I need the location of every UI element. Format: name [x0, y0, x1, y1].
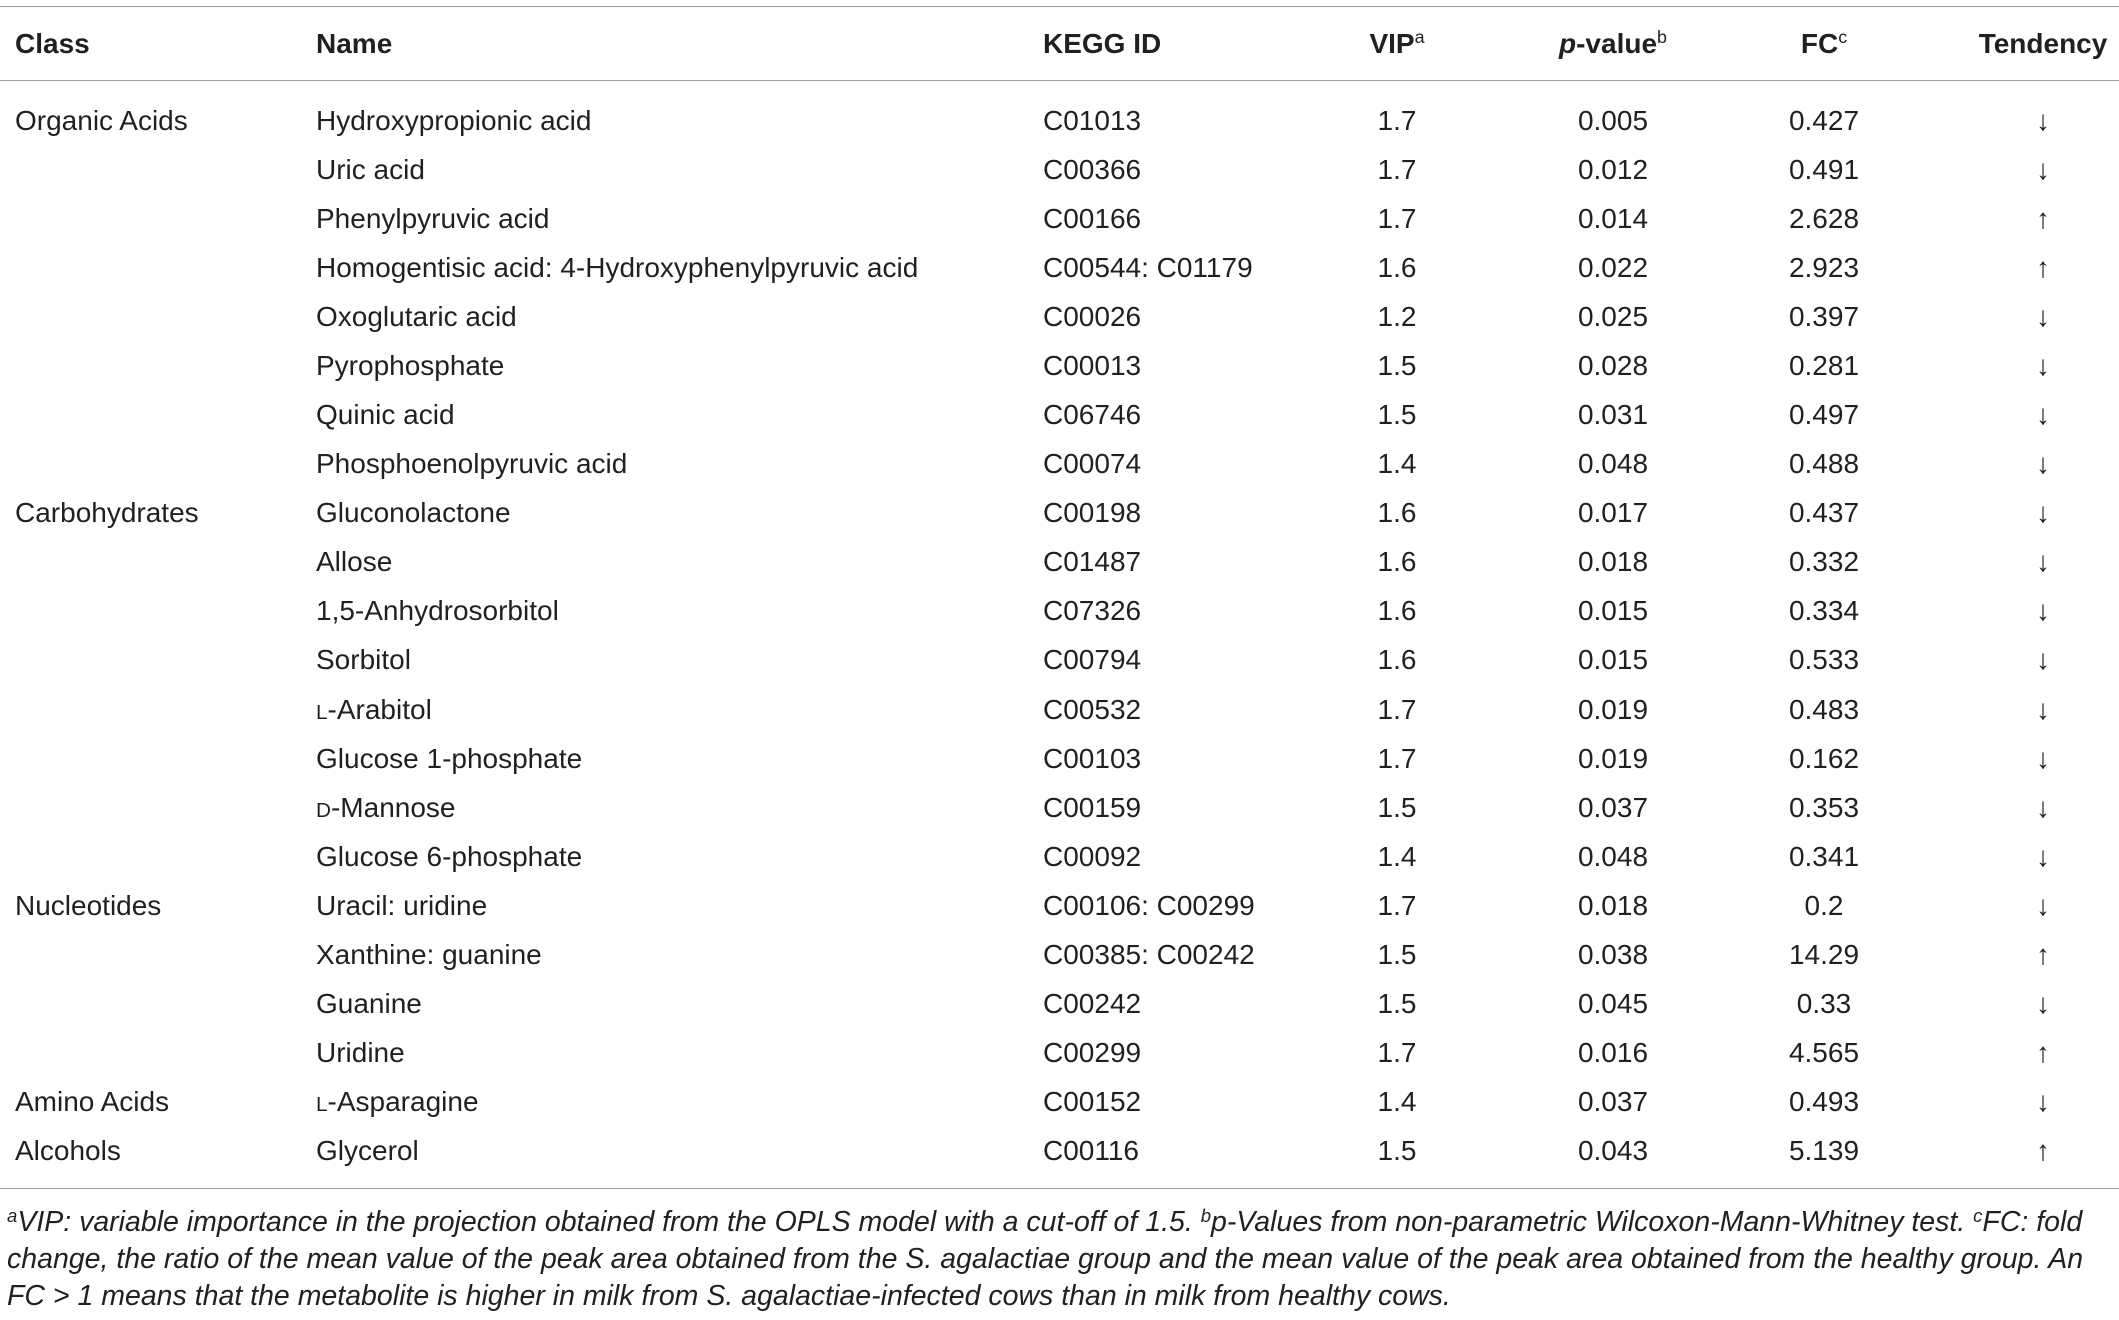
p-value-cell: 0.016	[1577, 1037, 1649, 1069]
table-bottom-rule	[0, 1188, 2119, 1189]
vip-cell: 1.6	[1377, 644, 1417, 676]
p-value-cell: 0.017	[1577, 497, 1649, 529]
p-value-cell: 0.014	[1577, 202, 1649, 234]
name-cell: 1,5-Anhydrosorbitol	[316, 595, 559, 627]
tendency-cell: ↑	[2036, 939, 2050, 971]
table-row	[0, 685, 2119, 734]
table-row	[0, 341, 2119, 390]
vip-cell: 1.7	[1377, 889, 1417, 921]
vip-cell: 1.5	[1377, 988, 1417, 1020]
p-value-cell: 0.031	[1577, 399, 1649, 431]
kegg-id-cell: C00116	[1043, 1135, 1140, 1167]
table-row	[0, 1028, 2119, 1077]
p-value-cell: 0.048	[1577, 840, 1649, 872]
tendency-cell: ↑	[2036, 202, 2050, 234]
vip-cell: 1.5	[1377, 349, 1417, 381]
fc-cell: 5.139	[1788, 1135, 1860, 1167]
name-cell: Guanine	[316, 988, 422, 1020]
fc-cell: 2.923	[1788, 251, 1860, 283]
tendency-cell: ↓	[2036, 988, 2050, 1020]
name-cell: Glucose 6-phosphate	[316, 840, 583, 872]
p-value-cell: 0.005	[1577, 104, 1649, 136]
name-cell: Homogentisic acid: 4-Hydroxyphenylpyruvic acid	[316, 251, 919, 283]
class-cell: Nucleotides	[15, 889, 162, 921]
kegg-id-cell: C01013	[1043, 104, 1142, 136]
name-cell: Oxoglutaric acid	[316, 300, 517, 332]
table-row	[0, 832, 2119, 881]
table-row	[0, 390, 2119, 439]
p-value-cell: 0.043	[1577, 1135, 1649, 1167]
header-kegg-id: KEGG ID	[1043, 28, 1162, 59]
vip-cell: 1.5	[1377, 939, 1417, 971]
table-row	[0, 145, 2119, 194]
header-footnote-ref-a: a	[1414, 27, 1425, 48]
vip-cell: 1.7	[1377, 693, 1417, 725]
p-value-cell: 0.045	[1577, 988, 1649, 1020]
kegg-id-cell: C00159	[1043, 791, 1142, 823]
header-footnote-ref-c: c	[1838, 27, 1848, 48]
kegg-id-cell: C00544: C01179	[1043, 251, 1253, 283]
fc-cell: 0.334	[1788, 595, 1860, 627]
tendency-cell: ↓	[2036, 399, 2050, 431]
fc-cell: 0.437	[1788, 497, 1860, 529]
vip-cell: 1.4	[1377, 448, 1417, 480]
vip-cell: 1.6	[1377, 497, 1417, 529]
kegg-id-cell: C06746	[1043, 399, 1142, 431]
name-cell: Uracil: uridine	[316, 889, 488, 921]
name-cell: Glucose 1-phosphate	[316, 742, 583, 774]
name-cell: Phosphoenolpyruvic acid	[316, 448, 628, 480]
table-footnote	[7, 1204, 2112, 1315]
table-row	[0, 734, 2119, 783]
name-cell: Allose	[316, 546, 393, 578]
fc-cell: 0.427	[1788, 104, 1860, 136]
class-cell: Organic Acids	[15, 104, 188, 136]
fc-cell: 0.533	[1788, 644, 1860, 676]
tendency-cell: ↓	[2036, 546, 2050, 578]
p-value-cell: 0.025	[1577, 300, 1649, 332]
name-cell: Quinic acid	[316, 399, 455, 431]
class-cell: Carbohydrates	[15, 497, 199, 529]
footnote-text-c: FC: fold change, the ratio of the mean value of the peak area obtained from the S. agalactiae group and the mean value of the peak area obtained from the healthy group. An FC > 1 means that the metabolite is higher in milk from S. agalactiae-infected cows than in milk from healthy cows.	[7, 1206, 2084, 1312]
vip-cell: 1.6	[1377, 595, 1417, 627]
class-cell: Amino Acids	[15, 1086, 170, 1118]
header-p-value	[1513, 19, 1713, 68]
footnote-text-a: VIP: variable importance in the projection obtained from the OPLS model with a cut-off of 1.5.	[17, 1206, 1193, 1238]
p-value-cell: 0.015	[1577, 644, 1649, 676]
fc-cell: 0.341	[1788, 840, 1860, 872]
p-value-cell: 0.015	[1577, 595, 1649, 627]
table-header-row	[0, 19, 2119, 68]
fc-cell: 0.491	[1788, 153, 1860, 185]
footnote-marker-b: b	[1200, 1205, 1212, 1227]
name-cell: Sorbitol	[316, 644, 411, 676]
kegg-id-cell: C00074	[1043, 448, 1142, 480]
header-fc	[1724, 19, 1924, 68]
kegg-id-cell: C00152	[1043, 1086, 1142, 1118]
table-row	[0, 537, 2119, 586]
kegg-id-cell: C00299	[1043, 1037, 1142, 1069]
footnote-text-b: p-Values from non-parametric Wilcoxon-Mann-Whitney test.	[1211, 1206, 1966, 1238]
vip-cell: 1.5	[1377, 1135, 1417, 1167]
tendency-cell: ↓	[2036, 497, 2050, 529]
vip-cell: 1.5	[1377, 791, 1417, 823]
p-value-cell: 0.038	[1577, 939, 1649, 971]
name-cell: Glycerol	[316, 1135, 419, 1167]
kegg-id-cell: C01487	[1043, 546, 1142, 578]
name-cell: Uric acid	[316, 153, 425, 185]
name-cell: Uridine	[316, 1037, 405, 1069]
class-cell: Alcohols	[15, 1135, 121, 1167]
name-cell: D-Mannose	[316, 791, 456, 823]
vip-cell: 1.7	[1377, 1037, 1417, 1069]
table-row	[0, 488, 2119, 537]
header-vip	[1297, 19, 1497, 68]
kegg-id-cell: C00198	[1043, 497, 1142, 529]
tendency-cell: ↓	[2036, 791, 2050, 823]
header-footnote-ref-b: b	[1657, 27, 1667, 48]
name-cell: L-Arabitol	[316, 693, 432, 725]
tendency-cell: ↓	[2036, 1086, 2050, 1118]
p-value-cell: 0.037	[1577, 791, 1649, 823]
fc-cell: 0.488	[1788, 448, 1860, 480]
footnote-marker-c: c	[1973, 1205, 1983, 1227]
tendency-cell: ↓	[2036, 300, 2050, 332]
fc-cell: 0.493	[1788, 1086, 1860, 1118]
name-cell: Gluconolactone	[316, 497, 511, 529]
header-name: Name	[316, 28, 393, 59]
p-value-cell: 0.028	[1577, 349, 1649, 381]
vip-cell: 1.6	[1377, 546, 1417, 578]
name-cell: L-Asparagine	[316, 1086, 479, 1118]
tendency-cell: ↓	[2036, 448, 2050, 480]
fc-cell: 0.353	[1788, 791, 1860, 823]
tendency-cell: ↑	[2036, 251, 2050, 283]
name-cell: Pyrophosphate	[316, 349, 505, 381]
kegg-id-cell: C00166	[1043, 202, 1142, 234]
p-value-cell: 0.018	[1577, 889, 1649, 921]
p-value-cell: 0.012	[1577, 153, 1649, 185]
table-row	[0, 1126, 2119, 1175]
vip-cell: 1.4	[1377, 840, 1417, 872]
tendency-cell: ↓	[2036, 644, 2050, 676]
tendency-cell: ↓	[2036, 693, 2050, 725]
table-top-rule	[0, 6, 2119, 7]
fc-cell: 0.281	[1788, 349, 1860, 381]
table-row	[0, 1077, 2119, 1126]
header-vip-label: VIP	[1369, 28, 1415, 59]
kegg-id-cell: C00385: C00242	[1043, 939, 1255, 971]
fc-cell: 0.497	[1788, 399, 1860, 431]
vip-cell: 1.5	[1377, 399, 1417, 431]
fc-cell: 0.483	[1788, 693, 1860, 725]
fc-cell: 4.565	[1788, 1037, 1860, 1069]
tendency-cell: ↓	[2036, 595, 2050, 627]
tendency-cell: ↓	[2036, 889, 2050, 921]
fc-cell: 2.628	[1788, 202, 1860, 234]
p-value-cell: 0.019	[1577, 742, 1649, 774]
kegg-id-cell: C00026	[1043, 300, 1142, 332]
table-header-rule	[0, 80, 2119, 81]
table-row	[0, 194, 2119, 243]
vip-cell: 1.7	[1377, 202, 1417, 234]
fc-cell: 0.33	[1796, 988, 1852, 1020]
fc-cell: 0.2	[1804, 889, 1844, 921]
table-row	[0, 881, 2119, 930]
kegg-id-cell: C00532	[1043, 693, 1142, 725]
kegg-id-cell: C00103	[1043, 742, 1142, 774]
table-row	[0, 243, 2119, 292]
tendency-cell: ↓	[2036, 840, 2050, 872]
table-row	[0, 586, 2119, 635]
kegg-id-cell: C00242	[1043, 988, 1142, 1020]
vip-cell: 1.4	[1377, 1086, 1417, 1118]
name-cell: Hydroxypropionic acid	[316, 104, 592, 136]
tendency-cell: ↓	[2036, 349, 2050, 381]
kegg-id-cell: C07326	[1043, 595, 1142, 627]
kegg-id-cell: C00106: C00299	[1043, 889, 1255, 921]
name-cell: Xanthine: guanine	[316, 939, 542, 971]
tendency-cell: ↑	[2036, 1135, 2050, 1167]
fc-cell: 0.332	[1788, 546, 1860, 578]
table-row	[0, 783, 2119, 832]
header-fc-label: FC	[1800, 28, 1839, 59]
fc-cell: 0.397	[1788, 300, 1860, 332]
vip-cell: 1.7	[1377, 742, 1417, 774]
p-value-cell: 0.048	[1577, 448, 1649, 480]
table-row	[0, 292, 2119, 341]
kegg-id-cell: C00794	[1043, 644, 1142, 676]
name-cell: Phenylpyruvic acid	[316, 202, 550, 234]
kegg-id-cell: C00092	[1043, 840, 1142, 872]
vip-cell: 1.6	[1377, 251, 1417, 283]
tendency-cell: ↑	[2036, 1037, 2050, 1069]
header-tendency: Tendency	[1978, 28, 2108, 59]
table-row	[0, 635, 2119, 684]
header-p-italic: p	[1558, 28, 1577, 59]
tendency-cell: ↓	[2036, 153, 2050, 185]
header-p-label: -value	[1576, 28, 1658, 59]
fc-cell: 14.29	[1788, 939, 1860, 971]
vip-cell: 1.2	[1377, 300, 1417, 332]
p-value-cell: 0.037	[1577, 1086, 1649, 1118]
p-value-cell: 0.018	[1577, 546, 1649, 578]
table-row	[0, 439, 2119, 488]
footnote-marker-a: a	[7, 1205, 18, 1227]
header-class: Class	[15, 28, 90, 59]
table-row	[0, 979, 2119, 1028]
kegg-id-cell: C00366	[1043, 153, 1142, 185]
fc-cell: 0.162	[1788, 742, 1860, 774]
p-value-cell: 0.022	[1577, 251, 1649, 283]
vip-cell: 1.7	[1377, 153, 1417, 185]
tendency-cell: ↓	[2036, 742, 2050, 774]
tendency-cell: ↓	[2036, 104, 2050, 136]
vip-cell: 1.7	[1377, 104, 1417, 136]
p-value-cell: 0.019	[1577, 693, 1649, 725]
table-row	[0, 930, 2119, 979]
table-row	[0, 96, 2119, 145]
kegg-id-cell: C00013	[1043, 349, 1142, 381]
